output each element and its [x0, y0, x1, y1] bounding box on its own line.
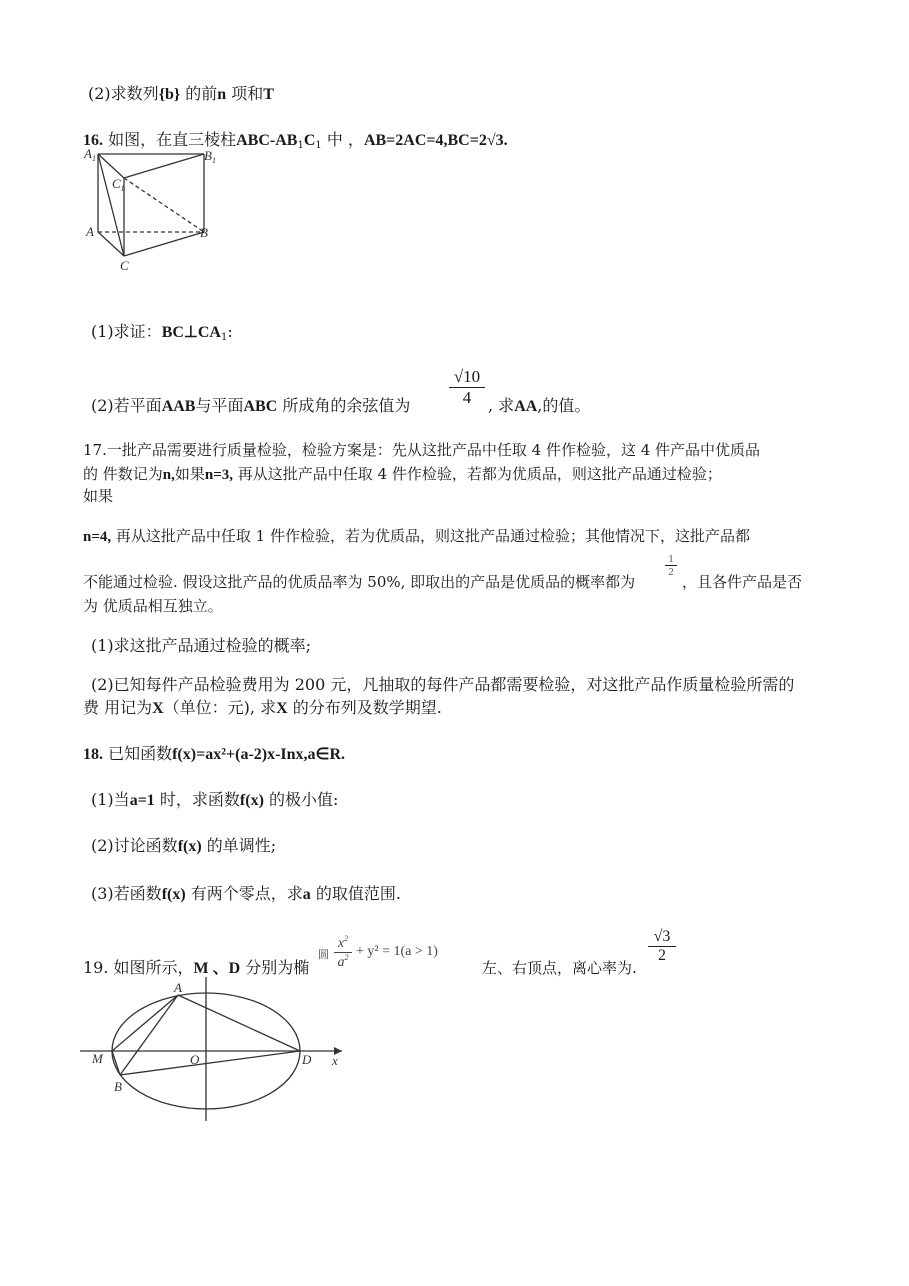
- q19-eq-rest: + y² = 1(a > 1): [356, 944, 438, 959]
- q17-line2n3: n=3,: [204, 467, 234, 483]
- q19-e-num: √3: [648, 928, 676, 947]
- q18-p2-num: (2): [91, 836, 114, 855]
- q19-eq-frac-num: [334, 934, 352, 953]
- q19-lead: 19. 如图所示，: [83, 958, 194, 977]
- q16-p1-num: (1): [91, 322, 114, 341]
- q18-p3-c: 的取值范围.: [310, 884, 401, 903]
- q19-label-d: D: [302, 1052, 312, 1067]
- q18-func: f(x)=ax²+(a-2)x-Inx,a∈R.: [172, 746, 346, 763]
- q18-part2: [91, 836, 276, 857]
- q17-line2a: 的 件数记为: [83, 465, 163, 483]
- q18-p3-f: f(x): [161, 886, 186, 903]
- q17-part2a: (2)已知每件产品检验费用为 200 元，凡抽取的每件产品都需要检验，对这批产品作质量检验所需的: [91, 675, 795, 694]
- q17-line4n: n=4,: [83, 529, 112, 545]
- q16-p1-text: 求证：: [113, 322, 162, 341]
- q17-p2b-3: 的分布列及数学期望.: [287, 698, 442, 717]
- q16-prism-c: C: [303, 132, 316, 149]
- q16-p1-expr: BC⊥CA: [161, 324, 221, 341]
- q16-p2-mid: 与平面: [195, 396, 244, 415]
- q19-mid: 分别为椭: [240, 958, 310, 977]
- q16-p2-plane2: ABC: [243, 398, 278, 415]
- q17-half-num: 1: [665, 553, 677, 566]
- q19-eq-x: x: [337, 936, 345, 951]
- q19-eq-pre: 圆: [318, 949, 329, 961]
- q16-prism-sub1: 1: [297, 140, 304, 151]
- q18-p2-c: 的单调性;: [201, 836, 277, 855]
- q17-half-fraction: [665, 553, 677, 578]
- q17-half-den: 2: [668, 566, 674, 578]
- q18-p1-num: (1): [91, 790, 114, 809]
- q16-label-c1: $C_1$: [112, 176, 125, 193]
- q19-md: M 、D: [193, 960, 241, 977]
- q19-label-a: A: [174, 980, 182, 995]
- q19-ellipse-figure: [80, 975, 360, 1125]
- q18-lead: 已知函数: [103, 744, 173, 763]
- q17-p2b-x2: X: [276, 700, 288, 717]
- q18-stem: [83, 744, 345, 765]
- q17-line5b: ，且各件产品是否: [682, 573, 803, 591]
- q16-prism-sub2: 1: [315, 140, 322, 151]
- q19-label-x: x: [332, 1053, 338, 1068]
- q18-part1: [91, 790, 338, 811]
- q15-n: n: [217, 86, 227, 103]
- q17-line4: [83, 526, 750, 547]
- q15-part2-num: (2): [88, 84, 111, 103]
- q16-p2-num: (2): [91, 396, 114, 415]
- q16-label-a1: $A_1$: [84, 146, 96, 163]
- q17-p2b-x: X: [152, 700, 164, 717]
- q18-p3-v: a: [302, 886, 311, 903]
- q16-lead: 如图，在直三棱柱: [103, 130, 237, 149]
- q16-label-b1: $B_1$: [204, 148, 216, 165]
- q15-part2-tail: 项和: [226, 84, 264, 103]
- q16-p1-end: :: [227, 322, 233, 341]
- q17-line3: 如果: [83, 487, 114, 505]
- q16-given: AB=2AC=4,BC=2√3.: [363, 132, 508, 149]
- q16-label-c: C: [120, 258, 129, 273]
- q16-part2: [91, 396, 410, 417]
- q19-label-o: O: [190, 1052, 200, 1067]
- q16-p1-sub: 1: [220, 332, 228, 343]
- q16-mid: 中 ，: [321, 130, 364, 149]
- q17-p2b-1: 费 用记为: [83, 698, 153, 717]
- q16-prism-figure: [80, 148, 220, 278]
- q16-p2-end: , 求: [488, 396, 515, 415]
- q19-tail: 左、右顶点，离心率为.: [482, 959, 637, 977]
- q18-p1-f: f(x): [239, 792, 264, 809]
- q19-ellipse-equation: [318, 934, 468, 980]
- q17-p2b-2: （单位：元), 求: [163, 698, 277, 717]
- q17-line1: 17.一批产品需要进行质量检验，检验方案是：先从这批产品中任取 4 件作检验，这 4 件产品中优质品: [83, 441, 761, 459]
- q15-bset: {b}: [158, 86, 181, 103]
- q19-eccentricity-fraction: [648, 928, 676, 965]
- q17-line5: 不能通过检验. 假设这批产品的优质品率为 50%, 即取出的产品是优质品的概率都为: [83, 573, 636, 591]
- q19-eq-frac-den: [334, 953, 352, 971]
- q16-frac-num: √10: [449, 367, 485, 388]
- q17-line2c: 再从这批产品中任取 4 件作检验，若都为优质品，则这批产品通过检验；: [233, 465, 722, 483]
- q16-p2-aa: AA: [514, 398, 538, 415]
- q15-part2: [88, 84, 274, 105]
- q19-eq-x2: 2: [344, 934, 349, 943]
- q18-p3-a: 若函数: [113, 884, 162, 903]
- q19-eq-a: a: [337, 955, 345, 970]
- q16-part1: [91, 322, 233, 348]
- q19-label-b: B: [114, 1079, 122, 1094]
- q16-p2-plane1: AAB: [161, 398, 196, 415]
- q16-label-b: B: [200, 225, 208, 240]
- q16-cos-fraction: [449, 367, 485, 408]
- q19-eq-a2: 2: [344, 953, 349, 962]
- q16-prism: ABC-AB: [236, 132, 298, 149]
- q18-p1-c: 的极小值:: [263, 790, 339, 809]
- q16-label-a: A: [86, 224, 94, 239]
- q19-label-m: M: [92, 1051, 103, 1066]
- q18-p3-b: 有两个零点，求: [185, 884, 303, 903]
- q18-label: 18.: [83, 746, 103, 763]
- q18-p2-a: 讨论函数: [113, 836, 178, 855]
- q16-p2-text: 若平面: [113, 396, 162, 415]
- q15-part2-mid: 的前: [180, 84, 218, 103]
- q16-frac-den: 4: [462, 388, 472, 407]
- q18-p2-f: f(x): [177, 838, 202, 855]
- q17-line2: [83, 464, 722, 485]
- q17-line4-text: 再从这批产品中任取 1 件作检验，若为优质品，则这批产品通过检验；其他情况下，这批产品都: [111, 527, 750, 545]
- q15-T: T: [263, 86, 274, 103]
- q18-p3-num: (3): [91, 884, 114, 903]
- q19-e-den: 2: [658, 947, 666, 964]
- q17-line2n: n,: [162, 467, 175, 483]
- q16-label: 16.: [83, 132, 103, 149]
- q18-p1-cond: a=1: [129, 792, 155, 809]
- q19-eq-frac: [334, 934, 352, 971]
- q16-part2-end: [488, 396, 590, 417]
- q15-part2-text: 求数列: [110, 84, 159, 103]
- q17-part2b: [83, 698, 442, 719]
- q17-line2b: 如果: [174, 465, 205, 483]
- q16-p2-mid2: 所成角的余弦值为: [277, 396, 411, 415]
- q18-p1-b: 时，求函数: [154, 790, 240, 809]
- q17-line6: 为 优质品相互独立。: [83, 597, 223, 615]
- q18-p1-a: 当: [113, 790, 130, 809]
- q17-part1: (1)求这批产品通过检验的概率;: [91, 636, 312, 655]
- q18-part3: [91, 884, 401, 905]
- q16-p2-end2: ,的值。: [537, 396, 591, 415]
